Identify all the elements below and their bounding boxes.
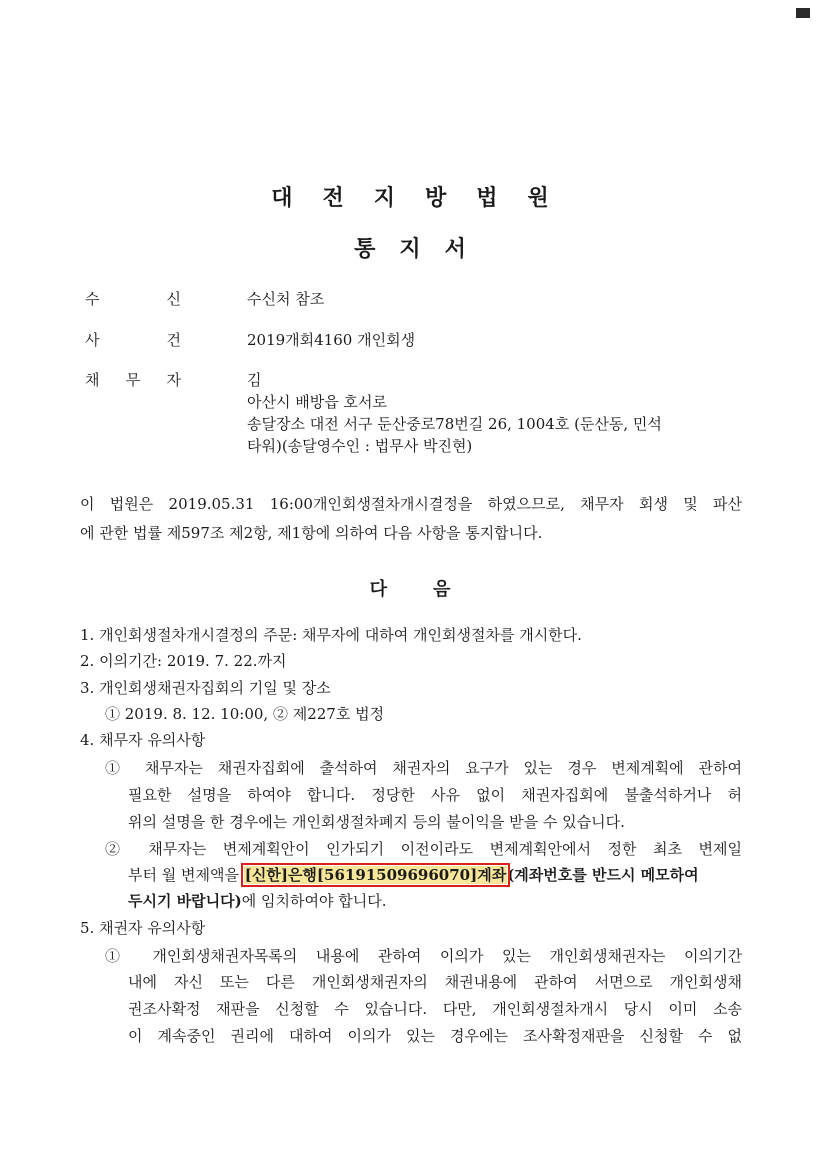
list-item-detail: ② 채무자는 변제계획안이 인가되기 이전이라도 변제계획안에서 정한 최초 변제일 — [105, 840, 742, 858]
field-value: 김 — [247, 371, 262, 389]
list-item-detail: ① 개인회생채권자목록의 내용에 관하여 이의가 있는 개인회생채권자는 이의기간 — [105, 947, 742, 965]
list-item-detail: 필요한 설명을 하여야 합니다. 정당한 사유 없이 채권자집회에 불출석하거나 허 — [128, 786, 742, 804]
list-item: 5. 채권자 유의사항 — [80, 919, 206, 937]
list-item-detail: 내에 자신 또는 다른 개인회생채권자의 채권내용에 관하여 서면으로 개인회생채 — [128, 973, 742, 991]
list-item: 2. 이의기간: 2019. 7. 22.까지 — [80, 652, 287, 670]
notice-intro-line: 이 법원은 2019.05.31 16:00개인회생절차개시결정을 하였으므로, 채무자 회생 및 파산 — [80, 495, 742, 513]
field-value: 수신처 참조 — [247, 290, 325, 308]
section-heading: 다음 — [369, 579, 497, 600]
list-item: 3. 개인회생채권자집회의 기일 및 장소 — [80, 679, 331, 697]
list-item-detail: ① 채무자는 채권자집회에 출석하여 채권자의 요구가 있는 경우 변제계획에 관하여 — [105, 759, 742, 777]
field-value: 2019개회4160 개인회생 — [247, 331, 416, 349]
field-label: 채 무 자 — [85, 371, 181, 389]
debtor-address-line: 아산시 배방읍 호서로 — [247, 393, 387, 411]
list-item: 4. 채무자 유의사항 — [80, 731, 206, 749]
bank-account-highlight: [신한]은행[56191509696070]계좌 — [244, 866, 507, 884]
delivery-address-line: 송달장소 대전 서구 둔산중로78번길 26, 1004호 (둔산동, 민석 — [247, 415, 662, 433]
list-item-detail: 위의 설명을 한 경우에는 개인회생절차폐지 등의 불이익을 받을 수 있습니다. — [128, 813, 625, 831]
document-title: 통지서 — [354, 236, 490, 262]
delivery-address-line: 타워)(송달영수인 : 법무사 박진현) — [247, 437, 473, 455]
list-item-detail: ① 2019. 8. 12. 10:00, ② 제227호 법정 — [105, 705, 385, 723]
field-label: 수 신 — [85, 290, 181, 308]
notice-intro-line: 에 관한 법률 제597조 제2항, 제1항에 의하여 다음 사항을 통지합니다. — [80, 524, 543, 542]
list-item: 1. 개인회생절차개시결정의 주문: 채무자에 대하여 개인회생절차를 개시한다. — [80, 626, 582, 644]
list-item-detail: 부터 월 변제액을 [신한]은행[56191509696070]계좌(계좌번호를 반드시 메모하여 — [128, 866, 699, 884]
court-name: 대전지방법원 — [271, 185, 579, 211]
list-item-detail: 두시기 바랍니다)에 임치하여야 합니다. — [128, 892, 387, 910]
list-item-detail: 이 계속중인 권리에 대하여 이의가 있는 경우에는 조사확정재판을 신청할 수 없 — [128, 1027, 742, 1045]
field-label: 사 건 — [85, 331, 181, 349]
scan-corner-mark — [796, 8, 810, 18]
list-item-detail: 권조사확정 재판을 신청할 수 있습니다. 다만, 개인회생절차개시 당시 이미 소송 — [128, 1000, 742, 1018]
